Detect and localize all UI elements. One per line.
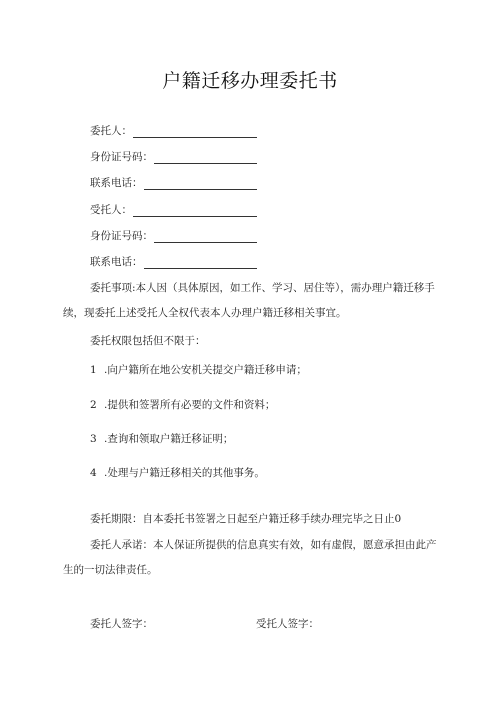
- agent-name-field: [90, 203, 257, 217]
- item-number: 2: [90, 399, 97, 411]
- field-label: 联系电话：: [90, 256, 143, 268]
- principal-promise-paragraph: 委托人承诺：本人保证所提供的信息真实有效，如有虚假，愿意承担由此产生的一切法律责任。: [63, 539, 437, 576]
- item-number: 4: [90, 467, 97, 479]
- blank-line: [133, 125, 257, 138]
- item-number: 1: [90, 364, 97, 376]
- item-text: .向户籍所在地公安机关提交户籍迁移申请；: [104, 364, 307, 376]
- agent-phone-field: [90, 255, 257, 269]
- item-text: .处理与户籍迁移相关的其他事务。: [104, 467, 265, 479]
- entrust-matter-paragraph: 委托事项:本人因（具体原因，如工作、学习、居住等），需办理户籍迁移手续，现委托上述受托人全权代表本人办理户籍迁移相关事宜。: [63, 282, 435, 319]
- principal-phone-field: [90, 176, 257, 190]
- field-label: 受托人：: [90, 204, 132, 216]
- document-title: 户籍迁移办理委托书: [162, 70, 338, 92]
- blank-line: [133, 204, 257, 217]
- field-label: 联系电话：: [90, 177, 143, 189]
- principal-signature-label: 委托人签字：: [90, 618, 153, 630]
- field-label: 委托人：: [90, 125, 132, 137]
- scope-item: [90, 363, 307, 377]
- scope-item: [90, 432, 233, 446]
- scope-item: [90, 398, 275, 412]
- principal-id-field: [90, 150, 257, 164]
- blank-line: [144, 177, 257, 190]
- principal-name-field: [90, 124, 257, 138]
- entrust-period: 委托期限：自本委托书签署之日起至户籍迁移手续办理完毕之日止0: [90, 513, 402, 525]
- item-text: .查询和领取户籍迁移证明；: [104, 433, 234, 445]
- scope-item: [90, 466, 265, 480]
- scope-heading: 委托权限包括但不限于：: [90, 335, 206, 347]
- blank-line: [144, 256, 257, 269]
- blank-line: [154, 230, 257, 243]
- item-text: .提供和签署所有必要的文件和资料；: [104, 399, 276, 411]
- agent-id-field: [90, 229, 257, 243]
- field-label: 身份证号码：: [90, 151, 153, 163]
- agent-signature-label: 受托人签字：: [256, 618, 319, 630]
- blank-line: [154, 151, 257, 164]
- field-label: 身份证号码：: [90, 230, 153, 242]
- item-number: 3: [90, 433, 97, 445]
